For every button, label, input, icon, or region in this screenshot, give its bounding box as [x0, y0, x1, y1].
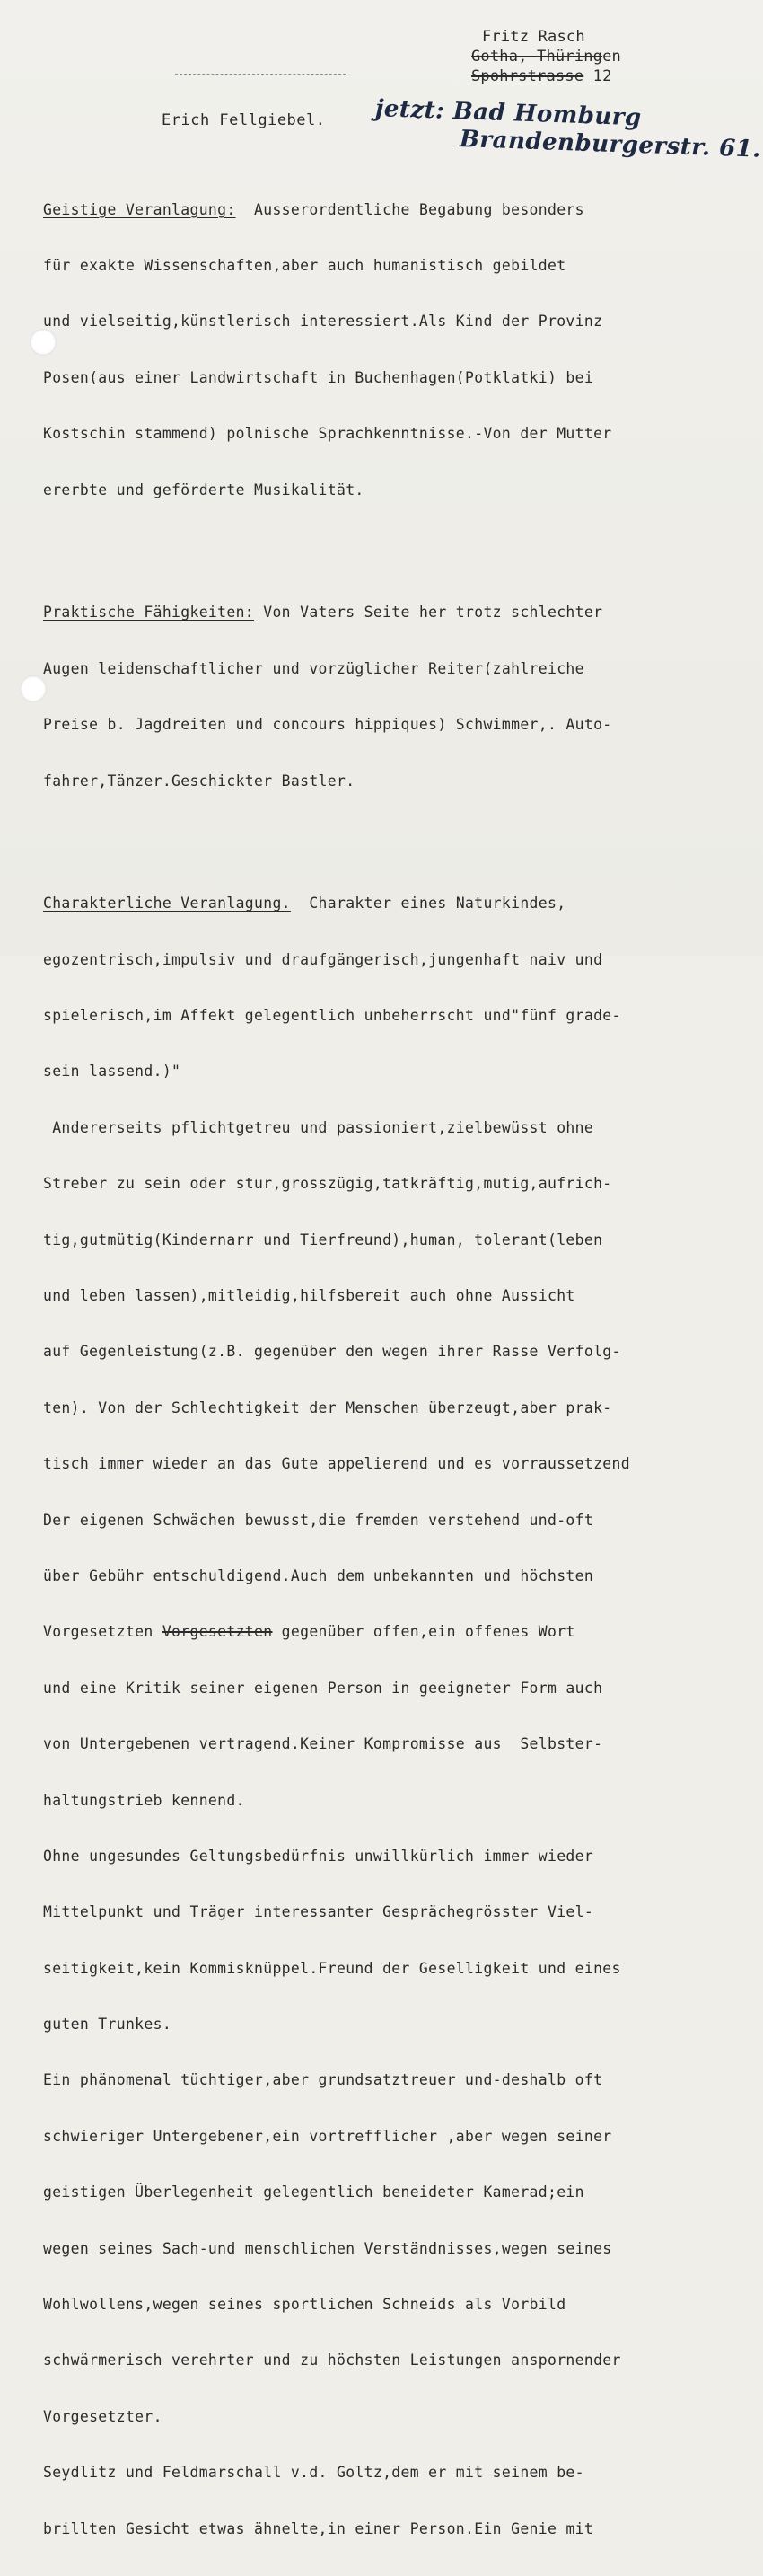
vorgesetzten-struck: Vorgesetzten [162, 1623, 273, 1641]
text-line: Wohlwollens,wegen seines sportlichen Schneids als Vorbild [43, 2296, 566, 2314]
text-line: seitigkeit,kein Kommisknüppel.Freund der Geselligkeit und eines [43, 1959, 621, 1977]
text-line: von Untergebenen vertragend.Keiner Kompromisse aus Selbster- [43, 1735, 603, 1753]
text-line: Posen(aus einer Landwirtschaft in Buchenhagen(Potklatki) bei [43, 368, 594, 386]
text-line: ererbte und geförderte Musikalität. [43, 481, 364, 498]
subject-name: Erich Fellgiebel. [162, 111, 326, 129]
text-line: haltungstrieb kennend. [43, 1791, 245, 1809]
text-line: Andererseits pflichtgetreu und passioniert,zielbewüsst ohne [43, 1118, 594, 1136]
charakter-first-line [43, 895, 761, 913]
text-line: und vielseitig,künstlerisch interessiert.Als Kind der Provinz [43, 313, 603, 331]
text-line: über Gebühr entschuldigend.Auch dem unbekannten und höchsten [43, 1566, 594, 1584]
text-line: wegen seines Sach-und menschlichen Verständnisses,wegen seines [43, 2239, 612, 2257]
text-line: Ein phänomenal tüchtiger,aber grundsatztreuer und-deshalb oft [43, 2071, 603, 2089]
text-line: Preise b. Jagdreiten und concours hippiques) Schwimmer,. Auto- [43, 716, 612, 734]
text-line: fahrer,Tänzer.Geschickter Bastler. [43, 772, 355, 790]
sender-city-struck: Gotha, Thüring [471, 48, 603, 66]
geistige-first-rest: Ausserordentliche Begabung besonders [235, 200, 584, 218]
sender-street-struck: Spohrstrasse [471, 67, 584, 85]
praktische-heading: Praktische Fähigkeiten: [43, 604, 255, 622]
paragraph-gap [43, 537, 761, 548]
text-line: tisch immer wieder an das Gute appelierend und es vorraussetzend [43, 1455, 630, 1473]
text-line: und leben lassen),mitleidig,hilfsbereit auch ohne Aussicht [43, 1287, 575, 1305]
text-line: Seydlitz und Feldmarschall v.d. Goltz,dem er mit seinem be- [43, 2464, 584, 2482]
text-line: Vorgesetzter. [43, 2407, 162, 2425]
text-line: schwieriger Untergebener,ein vortrefflicher ,aber wegen seiner [43, 2127, 612, 2145]
text-line: schwärmerisch verehrter und zu höchsten Leistungen anspornender [43, 2351, 621, 2369]
text-line: brillten Gesicht etwas ähnelte,in einer Person.Ein Genie mit [43, 2519, 594, 2537]
text-line: Kostschin stammend) polnische Sprachkenntnisse.-Von der Mutter [43, 425, 612, 443]
charakter-first-rest: Charakter eines Naturkindes, [290, 895, 566, 913]
text-line: für exakte Wissenschaften,aber auch humanistisch gebildet [43, 256, 566, 274]
text-line: und eine Kritik seiner eigenen Person in geeigneter Form auch [43, 1679, 603, 1697]
text-line: auf Gegenleistung(z.B. gegenüber den wegen ihrer Rasse Verfolg- [43, 1343, 621, 1361]
text-line: Ohne ungesundes Geltungsbedürfnis unwillkürlich immer wieder [43, 1847, 594, 1865]
sender-street-number: 12 [592, 67, 612, 85]
text-line: spielerisch,im Affekt gelegentlich unbeherrscht und"fünf grade- [43, 1007, 621, 1025]
vorgesetzten-line [43, 1623, 761, 1642]
geistige-heading: Geistige Veranlagung: [43, 200, 236, 218]
vorgesetzten-post: gegenüber offen,ein offenes Wort [272, 1623, 575, 1641]
sender-address [471, 27, 621, 86]
text-line: guten Trunkes. [43, 2016, 172, 2033]
praktische-first-line [43, 604, 761, 622]
text-line: Augen leidenschaftlicher und vorzüglicher Reiter(zahlreiche [43, 659, 584, 677]
dashed-separator [175, 74, 346, 75]
text-line: Der eigenen Schwächen bewusst,die fremden verstehend und-oft [43, 1511, 594, 1529]
praktische-first-rest: Von Vaters Seite her trotz schlechter [254, 604, 603, 622]
text-line: egozentrisch,impulsiv und draufgängerisch,jungenhaft naiv und [43, 950, 603, 968]
text-line: Mittelpunkt und Träger interessanter Gesprächegrösster Viel- [43, 1903, 594, 1921]
paragraph-gap [43, 828, 761, 839]
handwritten-note-line2: Brandenburgerstr. 61. [459, 126, 762, 163]
vorgesetzten-pre: Vorgesetzten [43, 1623, 162, 1641]
sender-city [471, 47, 621, 66]
handwritten-note-line1: jetzt: Bad Homburg [374, 95, 643, 132]
text-line: tig,gutmütig(Kindernarr und Tierfreund),human, tolerant(leben [43, 1231, 603, 1248]
charakter-heading: Charakterliche Veranlagung. [43, 895, 291, 913]
text-line: geistigen Überlegenheit gelegentlich beneideter Kamerad;ein [43, 2183, 584, 2201]
text-line: sein lassend.)" [43, 1063, 181, 1081]
document-body [43, 163, 761, 2576]
sender-city-tail: en [602, 48, 621, 66]
sender-name: Fritz Rasch [482, 28, 585, 46]
text-line: ten). Von der Schlechtigkeit der Menschen überzeugt,aber prak- [43, 1398, 612, 1416]
text-line: Streber zu sein oder stur,grosszügig,tatkräftig,mutig,aufrich- [43, 1175, 612, 1193]
sender-street [471, 66, 621, 86]
geistige-first-line [43, 201, 761, 220]
